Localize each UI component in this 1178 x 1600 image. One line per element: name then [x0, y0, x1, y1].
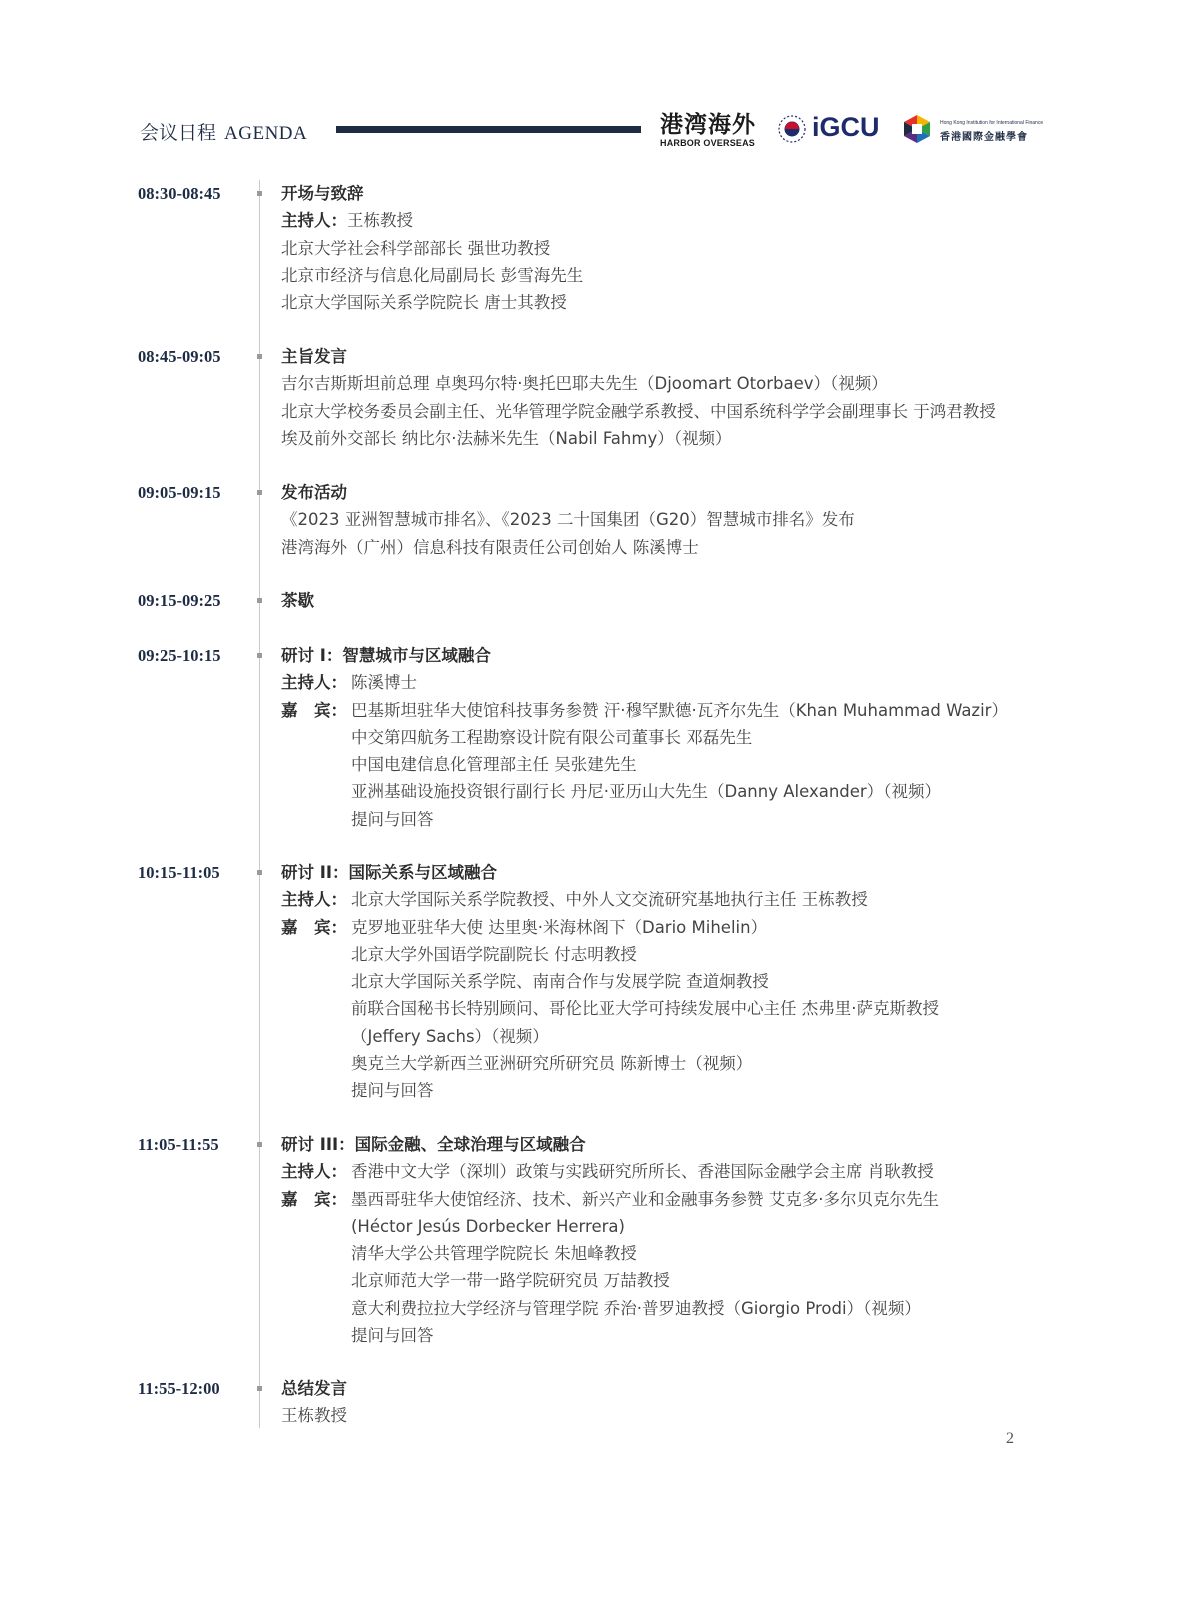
session-content: [281, 180, 1081, 316]
timeline-marker: [257, 191, 262, 196]
session-title: 茶歇: [281, 591, 314, 610]
speaker-line: 王栋教授: [281, 1406, 347, 1426]
guest-line: (Héctor Jesús Dorbecker Herrera): [351, 1216, 625, 1236]
host-name: 陈溪博士: [351, 673, 417, 693]
speaker-line: 北京大学国际关系学院院长 唐士其教授: [281, 293, 567, 313]
guest-name: 墨西哥驻华大使馆经济、技术、新兴产业和金融事务参赞 艾克多·多尔贝克尔先生: [351, 1189, 939, 1209]
timeline-marker: [257, 1142, 262, 1147]
host-label: 主持人：: [281, 890, 347, 910]
speaker-line: 《2023 亚洲智慧城市排名》、《2023 二十国集团（G20）智慧城市排名》发布: [281, 510, 855, 530]
session-time: 08:45-09:05: [138, 347, 221, 366]
agenda-heading-en: AGENDA: [224, 123, 308, 144]
guest-name: 克罗地亚驻华大使 达里奥·米海林阁下（Dario Mihelin）: [351, 917, 768, 937]
host-label: 主持人：: [281, 1162, 347, 1182]
session-content: [281, 479, 1081, 561]
guest-name: 巴基斯坦驻华大使馆科技事务参赞 汗·穆罕默德·瓦齐尔先生（Khan Muhammad Wazir）: [351, 700, 1008, 720]
session-time: 10:15-11:05: [138, 863, 220, 882]
guest-line: [281, 697, 1081, 724]
igcu-logo-text: iGCU: [812, 112, 880, 142]
guest-line: （Jeffery Sachs）（视频）: [351, 1026, 549, 1046]
guest-line: 北京大学外国语学院副院长 付志明教授: [351, 944, 637, 964]
host-label: 主持人：: [281, 673, 347, 693]
session-time: 11:05-11:55: [138, 1135, 219, 1154]
timeline-marker: [257, 598, 262, 603]
timeline-marker: [257, 1386, 262, 1391]
session-content: [281, 1131, 1081, 1349]
guest-line: 中国电建信息化管理部主任 吴张建先生: [351, 755, 637, 775]
session-title: 研讨 III：国际金融、全球治理与区域融合: [281, 1135, 586, 1154]
host-name: 香港中文大学（深圳）政策与实践研究所所长、香港国际金融学会主席 肖耿教授: [351, 1162, 934, 1182]
session-content: [281, 1375, 1081, 1430]
session-title: 开场与致辞: [281, 184, 364, 203]
session-title: 研讨 I：智慧城市与区域融合: [281, 646, 491, 665]
session-title: 总结发言: [281, 1379, 347, 1398]
session-time: 09:25-10:15: [138, 646, 221, 665]
agenda-heading-zh: 会议日程: [140, 122, 217, 144]
qa-line: 提问与回答: [351, 809, 434, 829]
host-label: 主持人：: [281, 211, 347, 231]
qa-line: 提问与回答: [351, 1081, 434, 1101]
host-line: [281, 886, 1081, 913]
guest-line: 前联合国秘书长特别顾问、哥伦比亚大学可持续发展中心主任 杰弗里·萨克斯教授: [351, 999, 939, 1019]
speaker-line: 北京大学校务委员会副主任、光华管理学院金融学系教授、中国系统科学学会副理事长 于鸿君教授: [281, 401, 996, 421]
timeline-marker: [257, 870, 262, 875]
guest-line: 亚洲基础设施投资银行副行长 丹尼·亚历山大先生（Danny Alexander）（视频）: [351, 782, 941, 802]
hkiif-logo-en: Hong Kong Institution for International Finance: [940, 120, 1044, 126]
speaker-line: 北京大学社会科学部部长 强世功教授: [281, 238, 551, 258]
timeline-line: [259, 180, 260, 1428]
guest-line: 北京大学国际关系学院、南南合作与发展学院 查道炯教授: [351, 972, 769, 992]
session-time: 09:05-09:15: [138, 483, 221, 502]
session-content: [281, 642, 1081, 833]
guest-label: 嘉 宾：: [281, 700, 347, 720]
guest-line: [281, 914, 1081, 941]
host-line: [281, 669, 1081, 696]
session-time: 09:15-09:25: [138, 591, 221, 610]
session-content: [281, 587, 1081, 614]
guest-line: 奥克兰大学新西兰亚洲研究所研究员 陈新博士（视频）: [351, 1054, 753, 1074]
speaker-line: 港湾海外（广州）信息科技有限责任公司创始人 陈溪博士: [281, 537, 699, 557]
guest-line: 意大利费拉拉大学经济与管理学院 乔治·普罗迪教授（Giorgio Prodi）（视频）: [351, 1298, 921, 1318]
host-line: [281, 1158, 1081, 1185]
speaker-line: 埃及前外交部长 纳比尔·法赫米先生（Nabil Fahmy）（视频）: [281, 428, 732, 448]
speaker-line: 北京市经济与信息化局副局长 彭雪海先生: [281, 265, 584, 285]
harbor-logo-zh: 港湾海外: [660, 112, 756, 138]
speaker-line: 吉尔吉斯斯坦前总理 卓奥玛尔特·奥托巴耶夫先生（Djoomart Otorbaev）（视频）: [281, 374, 888, 394]
session-title: 研讨 II：国际关系与区域融合: [281, 863, 498, 882]
guest-label: 嘉 宾：: [281, 917, 347, 937]
session-time: 11:55-12:00: [138, 1379, 220, 1398]
session-time: 08:30-08:45: [138, 184, 221, 203]
host-name: 北京大学国际关系学院教授、中外人文交流研究基地执行主任 王栋教授: [351, 890, 868, 910]
guest-label: 嘉 宾：: [281, 1189, 347, 1209]
guest-line: 清华大学公共管理学院院长 朱旭峰教授: [351, 1244, 637, 1264]
session-title: 发布活动: [281, 483, 347, 502]
harbor-logo-en: HARBOR OVERSEAS: [660, 138, 756, 148]
timeline-marker: [257, 653, 262, 658]
host-name: 王栋教授: [347, 211, 413, 231]
timeline-marker: [257, 490, 262, 495]
qa-line: 提问与回答: [351, 1326, 434, 1346]
guest-line: [281, 1186, 1081, 1213]
guest-line: 北京师范大学一带一路学院研究员 万喆教授: [351, 1271, 670, 1291]
page-number: 2: [1006, 1430, 1014, 1447]
session-title: 主旨发言: [281, 347, 347, 366]
hkiif-logo-zh: 香港國際金融學會: [940, 132, 1028, 143]
session-content: [281, 859, 1081, 1105]
host-line: [281, 207, 1081, 234]
timeline-marker: [257, 354, 262, 359]
session-content: [281, 343, 1081, 452]
guest-line: 中交第四航务工程勘察设计院有限公司董事长 邓磊先生: [351, 727, 753, 747]
